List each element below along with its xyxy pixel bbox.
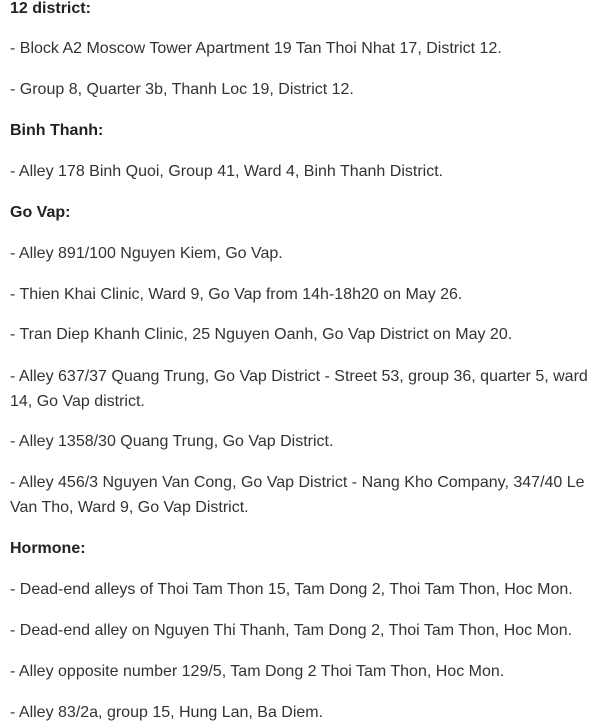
list-item: - Alley 456/3 Nguyen Van Cong, Go Vap District - Nang Kho Company, 347/40 Le Van Tho, Ward 9, Go Vap District. — [10, 474, 585, 516]
section-heading-district-12: 12 district: — [10, 0, 91, 17]
list-item: - Alley 891/100 Nguyen Kiem, Go Vap. — [10, 245, 283, 262]
list-item: - Alley opposite number 129/5, Tam Dong 2 Thoi Tam Thon, Hoc Mon. — [10, 663, 505, 680]
list-item: - Group 8, Quarter 3b, Thanh Loc 19, District 12. — [10, 81, 354, 98]
list-item: - Alley 1358/30 Quang Trung, Go Vap District. — [10, 433, 334, 450]
list-item: - Alley 178 Binh Quoi, Group 41, Ward 4, Binh Thanh District. — [10, 163, 444, 180]
section-heading-go-vap: Go Vap: — [10, 204, 71, 221]
list-item: - Thien Khai Clinic, Ward 9, Go Vap from 14h-18h20 on May 26. — [10, 286, 463, 303]
list-item: - Dead-end alley on Nguyen Thi Thanh, Tam Dong 2, Thoi Tam Thon, Hoc Mon. — [10, 622, 573, 639]
section-heading-binh-thanh: Binh Thanh: — [10, 122, 104, 139]
list-item: - Alley 83/2a, group 15, Hung Lan, Ba Diem. — [10, 704, 324, 721]
list-item: - Block A2 Moscow Tower Apartment 19 Tan Thoi Nhat 17, District 12. — [10, 40, 502, 57]
list-item: - Alley 637/37 Quang Trung, Go Vap District - Street 53, group 36, quarter 5, ward 14, Go Vap district. — [10, 368, 588, 410]
list-item: - Tran Diep Khanh Clinic, 25 Nguyen Oanh, Go Vap District on May 20. — [10, 326, 513, 343]
section-heading-hormone: Hormone: — [10, 540, 86, 557]
list-item: - Dead-end alleys of Thoi Tam Thon 15, Tam Dong 2, Thoi Tam Thon, Hoc Mon. — [10, 581, 573, 598]
